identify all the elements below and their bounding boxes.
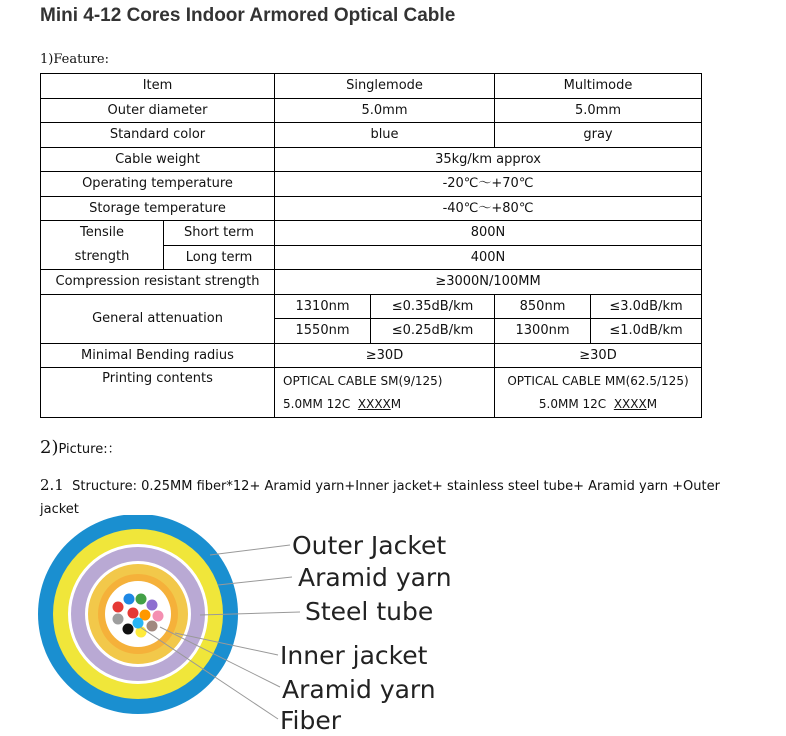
label-aramid-yarn: Aramid yarn xyxy=(298,563,452,592)
printing-single-line1: OPTICAL CABLE SM(9/125) xyxy=(283,373,443,388)
table-row xyxy=(41,123,702,148)
fiber-dot xyxy=(147,621,158,632)
printing-single xyxy=(275,368,495,418)
diagram-labels xyxy=(280,531,452,735)
fiber-dot xyxy=(113,602,124,613)
attenuation-label: General attenuation xyxy=(41,294,275,343)
table-row xyxy=(41,343,702,368)
fiber-dot xyxy=(124,594,135,605)
standard-color-single: blue xyxy=(275,123,495,148)
printing-multi xyxy=(495,368,702,418)
structure-num: 2.1 xyxy=(40,476,64,494)
outer-diameter-single: 5.0mm xyxy=(275,98,495,123)
picture-heading-text: Picture:： xyxy=(58,442,121,457)
fiber-dot xyxy=(153,611,164,622)
outer-diameter-multi: 5.0mm xyxy=(495,98,702,123)
compression-value: ≥3000N/100MM xyxy=(275,270,702,295)
printing-single-line2: 5.0MM 12C XXXXM xyxy=(283,396,402,411)
cable-cross-section-diagram xyxy=(0,515,786,736)
tensile-label-line1: Tensile xyxy=(80,225,124,240)
table-row xyxy=(41,98,702,123)
atten-sm-wave-1: 1310nm xyxy=(275,294,371,319)
picture-heading-num: 2) xyxy=(40,437,59,458)
standard-color-multi: gray xyxy=(495,123,702,148)
fiber-dot xyxy=(136,594,147,605)
fiber-dot xyxy=(113,614,124,625)
short-term-value: 800N xyxy=(275,221,702,246)
operating-temp-value: -20℃～+70℃ xyxy=(275,172,702,197)
short-term-label: Short term xyxy=(164,221,275,246)
printing-label: Printing contents xyxy=(41,368,275,418)
storage-temp-value: -40℃～+80℃ xyxy=(275,196,702,221)
atten-mm-wave-2: 1300nm xyxy=(495,319,591,344)
header-item: Item xyxy=(41,74,275,99)
structure-description xyxy=(40,474,730,521)
atten-sm-wave-2: 1550nm xyxy=(275,319,371,344)
storage-temp-label: Storage temperature xyxy=(41,196,275,221)
table-row xyxy=(41,294,702,319)
compression-label: Compression resistant strength xyxy=(41,270,275,295)
outer-diameter-label: Outer diameter xyxy=(41,98,275,123)
atten-sm-val-1: ≤0.35dB/km xyxy=(371,294,495,319)
fiber-dot xyxy=(123,624,134,635)
spec-table xyxy=(40,73,702,418)
operating-temp-label: Operating temperature xyxy=(41,172,275,197)
header-multimode: Multimode xyxy=(495,74,702,99)
label-aramid-yarn-inner: Aramid yarn xyxy=(282,675,436,704)
label-steel-tube: Steel tube xyxy=(305,597,434,626)
fiber-dot xyxy=(128,608,139,619)
cable-weight-label: Cable weight xyxy=(41,147,275,172)
header-singlemode: Singlemode xyxy=(275,74,495,99)
atten-mm-val-2: ≤1.0dB/km xyxy=(591,319,702,344)
label-inner-jacket: Inner jacket xyxy=(280,641,428,670)
leader-line xyxy=(210,545,290,555)
atten-mm-wave-1: 850nm xyxy=(495,294,591,319)
bending-multi: ≥30D xyxy=(495,343,702,368)
long-term-label: Long term xyxy=(164,245,275,270)
bending-single: ≥30D xyxy=(275,343,495,368)
fiber-dot xyxy=(147,600,158,611)
tensile-label-line2: strength xyxy=(74,249,130,264)
standard-color-label: Standard color xyxy=(41,123,275,148)
table-row xyxy=(41,221,702,246)
table-row xyxy=(41,270,702,295)
label-fiber: Fiber xyxy=(280,706,342,735)
atten-sm-val-2: ≤0.25dB/km xyxy=(371,319,495,344)
page-title: Mini 4-12 Cores Indoor Armored Optical Cable xyxy=(40,5,456,26)
long-term-value: 400N xyxy=(275,245,702,270)
printing-multi-line2: 5.0MM 12C XXXXM xyxy=(538,396,658,411)
table-row xyxy=(41,172,702,197)
table-row xyxy=(41,368,702,418)
fiber-dot xyxy=(133,618,144,629)
bending-label: Minimal Bending radius xyxy=(41,343,275,368)
tensile-label xyxy=(41,221,164,270)
atten-mm-val-1: ≤3.0dB/km xyxy=(591,294,702,319)
picture-heading xyxy=(40,437,121,458)
feature-heading: 1)Feature: xyxy=(40,52,109,67)
table-row xyxy=(41,74,702,99)
table-row xyxy=(41,147,702,172)
structure-text: Structure: 0.25MM fiber*12+ Aramid yarn+Inner jacket+ stainless steel tube+ Aramid yarn +Outer jacket xyxy=(40,479,720,517)
cable-weight-value: 35kg/km approx xyxy=(275,147,702,172)
label-outer-jacket: Outer Jacket xyxy=(292,531,447,560)
table-row xyxy=(41,196,702,221)
printing-multi-line1: OPTICAL CABLE MM(62.5/125) xyxy=(507,373,689,388)
